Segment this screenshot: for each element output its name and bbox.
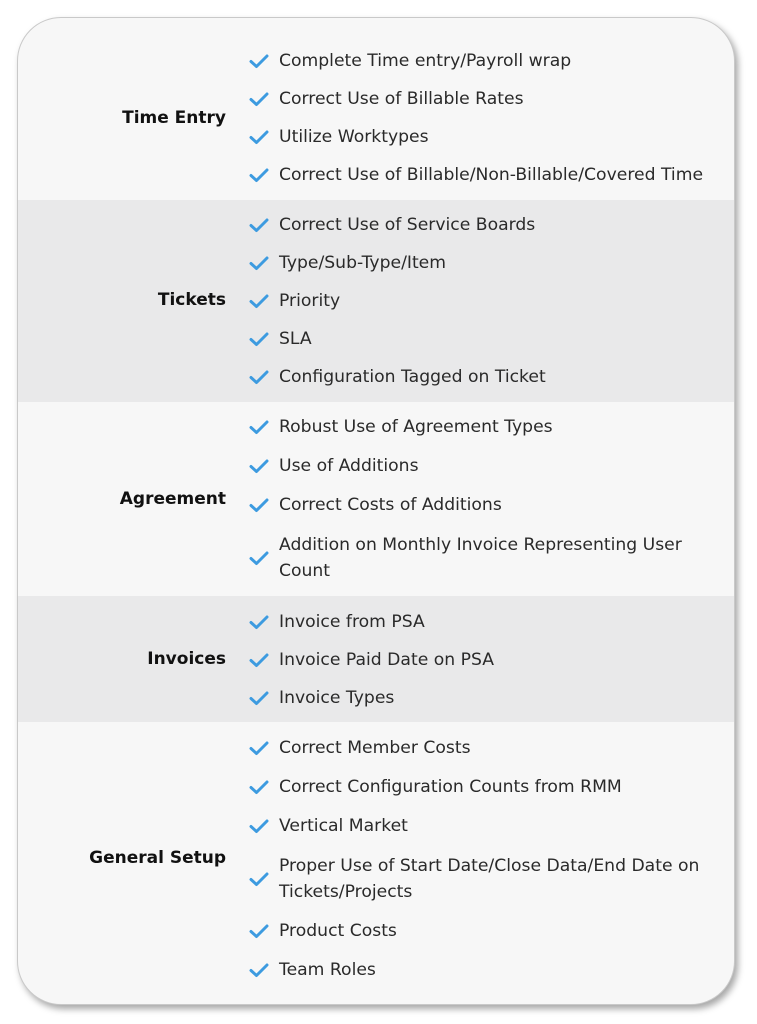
check-icon — [249, 740, 269, 756]
check-icon — [249, 871, 269, 887]
checklist-item — [249, 532, 724, 584]
check-icon — [249, 690, 269, 706]
checklist-item-label: Invoice Types — [279, 688, 395, 708]
checklist-item-label: Use of Additions — [279, 456, 419, 476]
section-title: General Setup — [89, 848, 226, 868]
checklist-item-label: Correct Member Costs — [279, 738, 471, 758]
check-icon — [249, 419, 269, 435]
checklist-item-label: Vertical Market — [279, 816, 408, 836]
checklist-item-label: Addition on Monthly Invoice Representing User Count — [279, 535, 682, 581]
checklist-item — [249, 453, 724, 479]
section-agreement — [18, 402, 734, 596]
checklist-item-label: Robust Use of Agreement Types — [279, 417, 553, 437]
check-icon — [249, 779, 269, 795]
checklist-item-label: Priority — [279, 291, 341, 311]
check-icon — [249, 550, 269, 566]
check-icon — [249, 458, 269, 474]
section-tickets — [18, 200, 734, 402]
checklist-item-label: Invoice from PSA — [279, 612, 425, 632]
checklist-item — [249, 647, 724, 673]
checklist-item — [249, 813, 724, 839]
checklist-item — [249, 326, 724, 352]
check-icon — [249, 818, 269, 834]
checklist-item-label: Correct Use of Billable Rates — [279, 89, 524, 109]
checklist-item-label: Team Roles — [279, 960, 376, 980]
check-icon — [249, 497, 269, 513]
check-icon — [249, 652, 269, 668]
checklist-item — [249, 414, 724, 440]
checklist-item-label: Correct Use of Billable/Non-Billable/Covered Time — [279, 165, 704, 185]
check-icon — [249, 369, 269, 385]
check-icon — [249, 293, 269, 309]
checklist-item-label: Correct Configuration Counts from RMM — [279, 777, 622, 797]
check-icon — [249, 53, 269, 69]
checklist-item — [249, 288, 724, 314]
section-title: Tickets — [157, 290, 226, 310]
checklist-item-label: Product Costs — [279, 921, 397, 941]
section-time-entry — [18, 18, 734, 200]
checklist-item — [249, 364, 724, 390]
check-icon — [249, 91, 269, 107]
checklist-item — [249, 162, 724, 188]
checklist-item-label: Invoice Paid Date on PSA — [279, 650, 494, 670]
checklist-item-label: Complete Time entry/Payroll wrap — [279, 51, 572, 71]
checklist-card — [17, 17, 735, 1005]
section-title: Agreement — [119, 489, 226, 509]
checklist-item — [249, 685, 724, 711]
checklist-item-label: Utilize Worktypes — [279, 127, 429, 147]
checklist-item-label: Correct Costs of Additions — [279, 495, 502, 515]
check-icon — [249, 331, 269, 347]
check-icon — [249, 255, 269, 271]
checklist-item — [249, 853, 724, 905]
checklist-item — [249, 774, 724, 800]
section-general-setup — [18, 722, 734, 1004]
check-icon — [249, 217, 269, 233]
check-icon — [249, 129, 269, 145]
checklist-item-label: Correct Use of Service Boards — [279, 215, 536, 235]
checklist-item-label: SLA — [279, 329, 312, 349]
checklist-item — [249, 735, 724, 761]
checklist-item — [249, 86, 724, 112]
section-invoices — [18, 596, 734, 722]
checklist-item — [249, 250, 724, 276]
section-title: Invoices — [147, 649, 226, 669]
check-icon — [249, 167, 269, 183]
checklist-item-label: Type/Sub-Type/Item — [279, 253, 446, 273]
checklist-item — [249, 212, 724, 238]
check-icon — [249, 962, 269, 978]
checklist-item — [249, 918, 724, 944]
checklist-item — [249, 124, 724, 150]
checklist-item — [249, 492, 724, 518]
checklist-item-label: Configuration Tagged on Ticket — [279, 367, 546, 387]
check-icon — [249, 923, 269, 939]
checklist-item — [249, 609, 724, 635]
checklist-item-label: Proper Use of Start Date/Close Data/End Date on Tickets/Projects — [279, 856, 700, 902]
checklist-item — [249, 48, 724, 74]
checklist-item — [249, 957, 724, 983]
check-icon — [249, 614, 269, 630]
section-title: Time Entry — [122, 108, 226, 128]
